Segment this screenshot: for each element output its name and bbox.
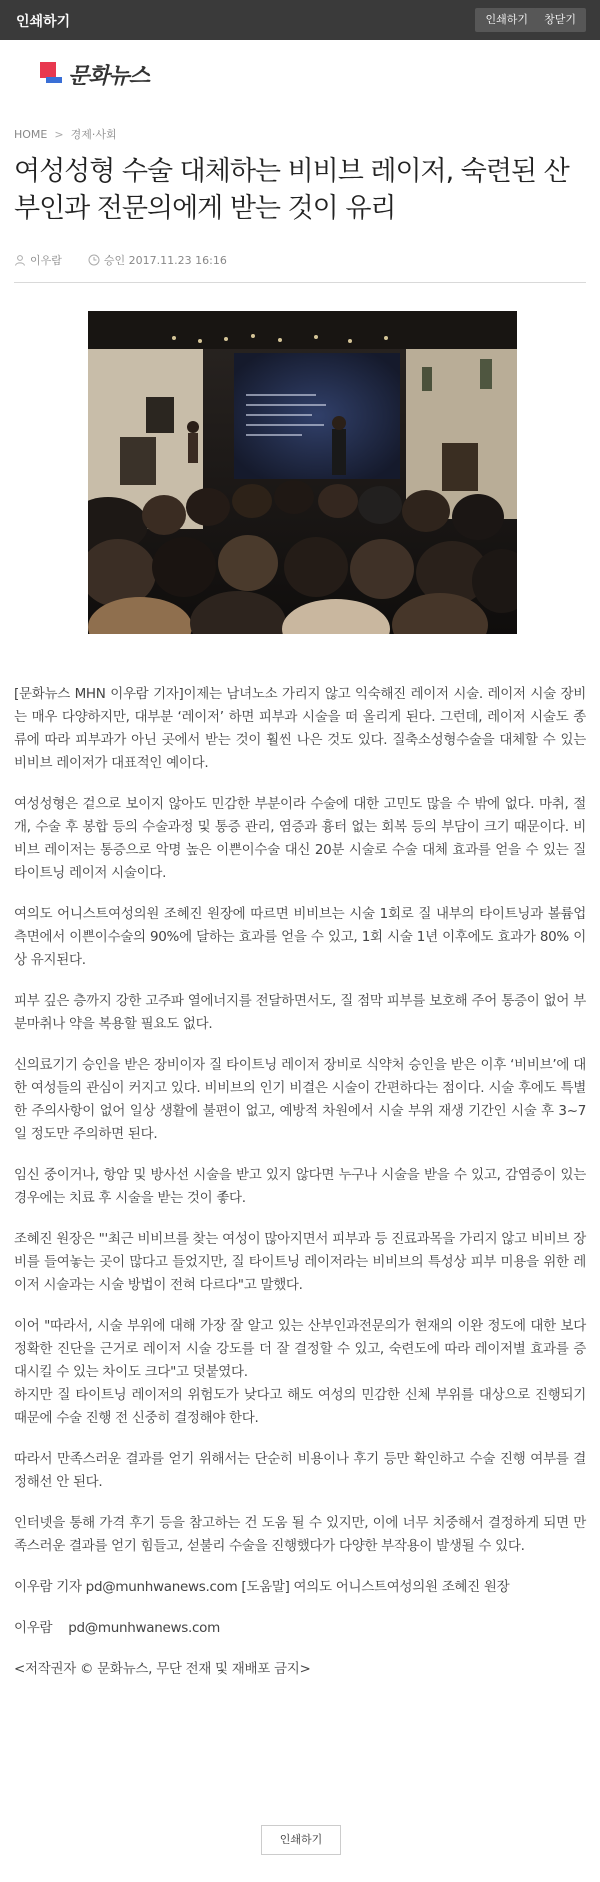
article-paragraph: 여성성형은 겉으로 보이지 않아도 민감한 부분이라 수술에 대한 고민도 많을 수 밖에 없다. 마취, 절개, 수술 후 봉합 등의 수술과정 및 통증 관리, 염증과 흉터 없는 회복 등의 부담이 크기 때문이다. 비비브 레이저는 통증으로 악명 높은 이쁜이수술 대신 20분 시술로 수술 대체 효과를 얻을 수 있는 질 타이트닝 레이저 시술이다. (14, 796, 586, 881)
article-date: 승인 2017.11.23 16:16 (103, 254, 227, 267)
article-paragraph: 인터넷을 통해 가격 후기 등을 참고하는 건 도움 될 수 있지만, 이에 너무 치중해서 결정하게 되면 만족스러운 결과를 얻기 힘들고, 섣불리 수술을 진행했다가 다양한 부작용이 발생될 수 있다. (14, 1515, 586, 1554)
topbar-title: 인쇄하기 (16, 14, 71, 30)
article-meta (14, 252, 227, 268)
article-credit: 이우람 기자 pd@munhwanews.com [도움말] 여의도 어니스트여성의원 조혜진 원장 (14, 1579, 510, 1595)
logo-text: 문화뉴스 (68, 62, 150, 89)
print-button-bottom[interactable]: 인쇄하기 (261, 1825, 341, 1855)
top-bar (0, 0, 600, 40)
article-paragraph: 신의료기기 승인을 받은 장비이자 질 타이트닝 레이저 장비로 식약처 승인을 받은 이후 ‘비비브’에 대한 여성들의 관심이 커지고 있다. 비비브의 인기 비결은 시술이 간편하다는 점이다. 시술 후에도 특별한 주의사항이 없어 일상 생활에 불편이 없고, 예방적 차원에서 시술 부위 재생 기간인 시술 후 3~7일 정도만 주의하면 된다. (14, 1057, 586, 1142)
clock-icon (88, 254, 100, 266)
person-icon (14, 254, 26, 266)
breadcrumb (14, 126, 117, 142)
breadcrumb-section[interactable]: 경제·사회 (70, 128, 117, 141)
breadcrumb-home[interactable]: HOME (14, 127, 48, 141)
article-paragraph: 조혜진 원장은 "'최근 비비브를 찾는 여성이 많아지면서 피부과 등 진료과목을 가리지 않고 비비브 장비를 들여놓는 곳이 많다고 들었지만, 질 타이트닝 레이저라는 비비브의 특성상 피부 미용을 위한 레이저 시술과는 시술 방법이 전혀 다르다"고 말했다. (14, 1231, 586, 1293)
article-paragraph: [문화뉴스 MHN 이우람 기자]이제는 남녀노소 가리지 않고 익숙해진 레이저 시술. 레이저 시술 장비는 매우 다양하지만, 대부분 ‘레이저’ 하면 피부과 시술을 떠 올리게 된다. 그런데, 레이저 시술도 종류에 따라 피부과가 아닌 곳에서 받는 것이 훨씬 나은 것도 있다. 질축소성형수술을 대체할 수 있는 비비브 레이저가 대표적인 예이다. (14, 686, 586, 771)
print-button[interactable]: 인쇄하기 (475, 8, 538, 32)
article-title: 여성성형 수술 대체하는 비비브 레이저, 숙련된 산부인과 전문의에게 받는 것이 유리 (14, 156, 569, 224)
article-paragraph: 따라서 만족스러운 결과를 얻기 위해서는 단순히 비용이나 후기 등만 확인하고 수술 진행 여부를 결정해선 안 된다. (14, 1451, 586, 1490)
chevron-right-icon: > (54, 127, 64, 141)
article-paragraph: 하지만 질 타이트닝 레이저의 위험도가 낮다고 해도 여성의 민감한 신체 부위를 대상으로 진행되기 때문에 수술 진행 전 신중히 결정해야 한다. (14, 1387, 586, 1426)
article-author: 이우람 (30, 254, 62, 267)
article-paragraph: 이어 "따라서, 시술 부위에 대해 가장 잘 알고 있는 산부인과전문의가 현재의 이완 정도에 대한 보다 정확한 진단을 근거로 레이저 시술 강도를 더 잘 결정할 수 있고, 숙련도에 따라 레이저별 효과를 증대시킬 수 있는 차이도 크다"고 덧붙였다. (14, 1318, 586, 1380)
article-paragraph: 여의도 어니스트여성의원 조혜진 원장에 따르면 비비브는 시술 1회로 질 내부의 타이트닝과 볼륨업 측면에서 이쁜이수술의 90%에 달하는 효과를 얻을 수 있고, 1회 시술 1년 이후에도 효과가 80% 이상 유지된다. (14, 906, 586, 968)
article-paragraph: 임신 중이거나, 항암 및 방사선 시술을 받고 있지 않다면 누구나 시술을 받을 수 있고, 감염증이 있는 경우에는 치료 후 시술을 받는 것이 좋다. (14, 1167, 586, 1206)
article-photo (88, 311, 517, 634)
article-byline: 이우람 pd@munhwanews.com (14, 1620, 220, 1636)
copyright-notice: <저작권자 © 문화뉴스, 무단 전재 및 재배포 금지> (14, 1661, 311, 1677)
logo-mark-icon (40, 62, 62, 86)
close-window-button[interactable]: 창닫기 (534, 8, 586, 32)
site-logo[interactable] (40, 58, 149, 90)
article-paragraph: 피부 깊은 층까지 강한 고주파 열에너지를 전달하면서도, 질 점막 피부를 보호해 주어 통증이 없어 부분마취나 약을 복용할 필요도 없다. (14, 993, 586, 1032)
article-body (14, 683, 586, 1699)
divider (14, 282, 586, 283)
